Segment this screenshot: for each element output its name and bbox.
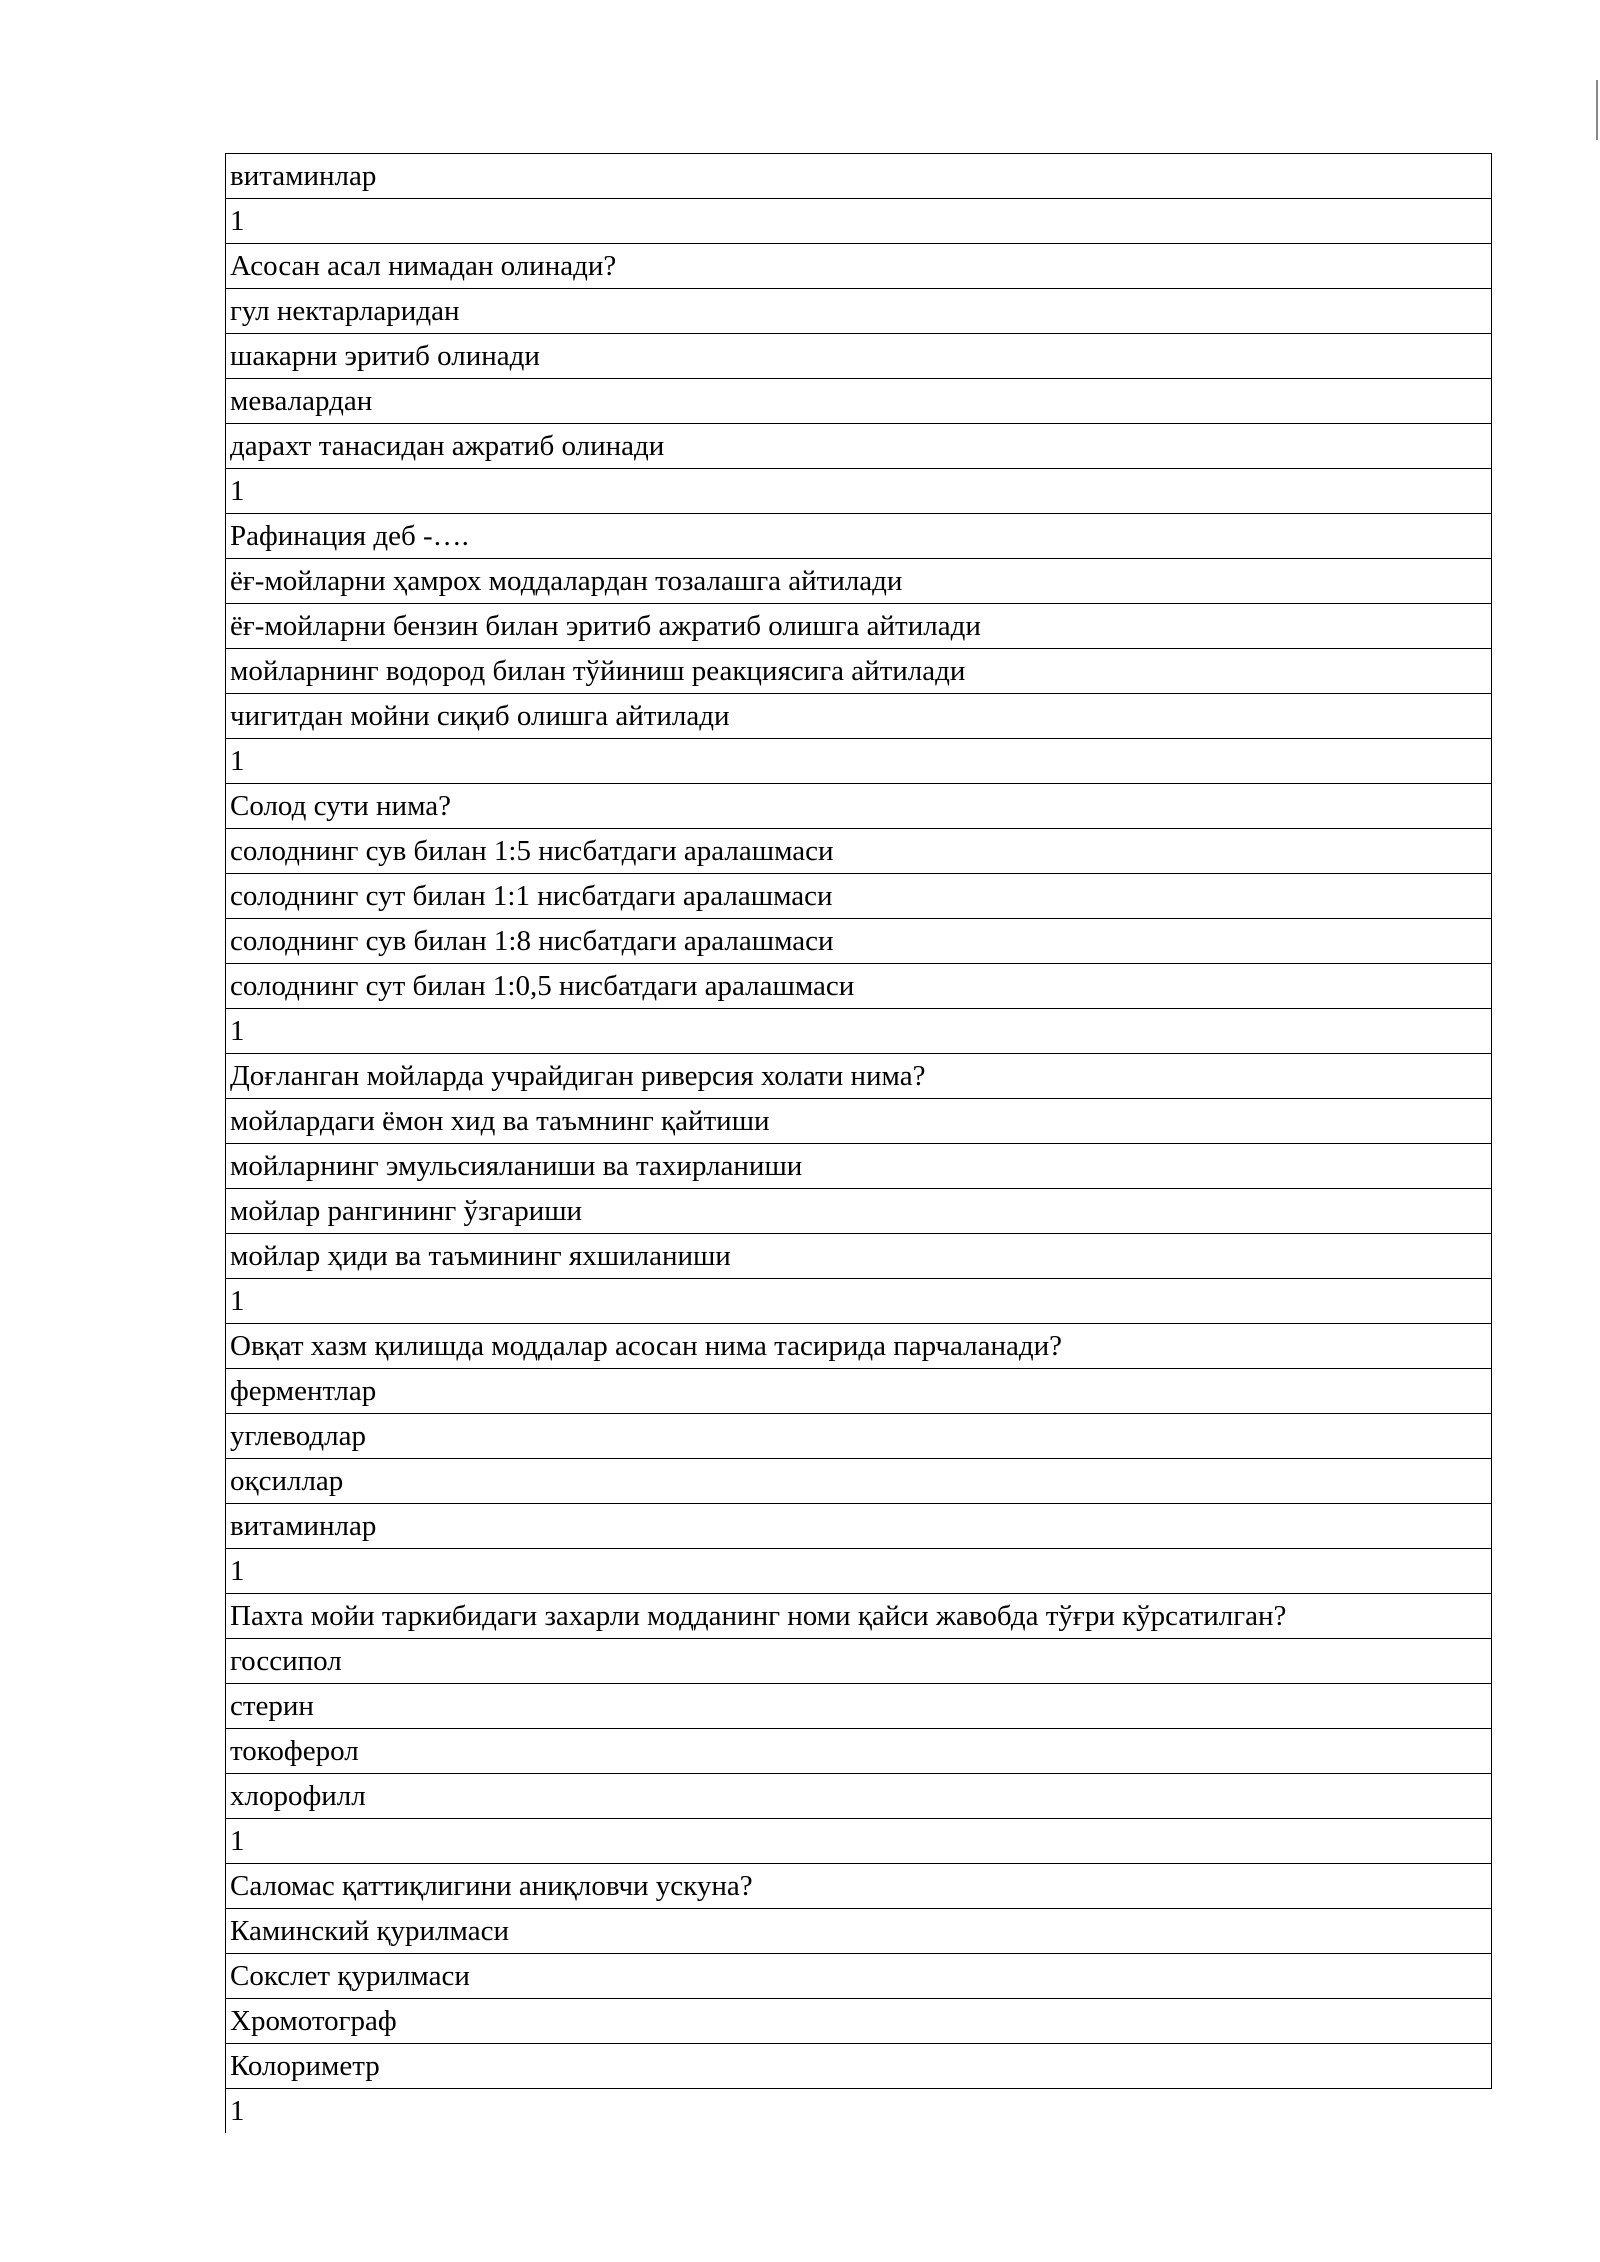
table-cell: 1 <box>226 1819 1492 1864</box>
table-row <box>226 154 1492 199</box>
table-cell: ёғ-мойларни бензин билан эритиб ажратиб олишга айтилади <box>226 604 1492 649</box>
table-row <box>226 1414 1492 1459</box>
table-cell: ёғ-мойларни ҳамрох моддалардан тозалашга айтилади <box>226 559 1492 604</box>
table-cell: 1 <box>226 469 1492 514</box>
table-row <box>226 964 1492 1009</box>
table-row <box>226 1639 1492 1684</box>
table-row <box>226 1684 1492 1729</box>
table-row <box>226 334 1492 379</box>
table-row <box>226 1324 1492 1369</box>
table-row <box>226 2089 1492 2134</box>
table-cell: солоднинг сут билан 1:1 нисбатдаги аралашмаси <box>226 874 1492 919</box>
table-row <box>226 199 1492 244</box>
table-row <box>226 649 1492 694</box>
table-cell: Пахта мойи таркибидаги захарли модданинг номи қайси жавобда тўғри кўрсатилган? <box>226 1594 1492 1639</box>
table-row <box>226 1909 1492 1954</box>
table-row <box>226 1279 1492 1324</box>
table-row <box>226 1459 1492 1504</box>
table-cell: мевалардан <box>226 379 1492 424</box>
table-cell: мойлар ҳиди ва таъмининг яхшиланиши <box>226 1234 1492 1279</box>
table-cell: чигитдан мойни сиқиб олишга айтилади <box>226 694 1492 739</box>
table-cell: Рафинация деб -…. <box>226 514 1492 559</box>
table-row <box>226 1774 1492 1819</box>
table-cell: токоферол <box>226 1729 1492 1774</box>
page-edge-mark <box>1596 80 1598 140</box>
table-row <box>226 559 1492 604</box>
table-row <box>226 1954 1492 1999</box>
table-cell: госсипол <box>226 1639 1492 1684</box>
table-cell: 1 <box>226 739 1492 784</box>
table-row <box>226 604 1492 649</box>
table-row <box>226 1099 1492 1144</box>
table-row <box>226 1999 1492 2044</box>
table-row <box>226 1054 1492 1099</box>
table-cell: витаминлар <box>226 154 1492 199</box>
table-cell: стерин <box>226 1684 1492 1729</box>
table-cell: витаминлар <box>226 1504 1492 1549</box>
table-cell: шакарни эритиб олинади <box>226 334 1492 379</box>
table-row <box>226 514 1492 559</box>
table-cell: Сокслет қурилмаси <box>226 1954 1492 1999</box>
table-cell: мойлар рангининг ўзгариши <box>226 1189 1492 1234</box>
table-cell: Овқат хазм қилишда моддалар асосан нима тасирида парчаланади? <box>226 1324 1492 1369</box>
table-row <box>226 874 1492 919</box>
table-cell: мойларнинг водород билан тўйиниш реакциясига айтилади <box>226 649 1492 694</box>
table-row <box>226 784 1492 829</box>
table-cell: Хромотограф <box>226 1999 1492 2044</box>
table-cell: 1 <box>226 1549 1492 1594</box>
table-row <box>226 244 1492 289</box>
table-cell: Доғланган мойларда учрайдиган риверсия холати нима? <box>226 1054 1492 1099</box>
table-cell: Саломас қаттиқлигини аниқловчи ускуна? <box>226 1864 1492 1909</box>
table-row <box>226 379 1492 424</box>
table-cell: хлорофилл <box>226 1774 1492 1819</box>
table-row <box>226 1594 1492 1639</box>
table-row <box>226 2044 1492 2089</box>
table-cell: 1 <box>226 1009 1492 1054</box>
table-cell: Каминский қурилмаси <box>226 1909 1492 1954</box>
table-row <box>226 1009 1492 1054</box>
table-row <box>226 919 1492 964</box>
table-cell: мойлардаги ёмон хид ва таъмнинг қайтиши <box>226 1099 1492 1144</box>
table-row <box>226 829 1492 874</box>
table-row <box>226 424 1492 469</box>
table-row <box>226 1549 1492 1594</box>
table-cell: Колориметр <box>226 2044 1492 2089</box>
table-cell: гул нектарларидан <box>226 289 1492 334</box>
table-cell: ферментлар <box>226 1369 1492 1414</box>
table-row <box>226 1189 1492 1234</box>
table-row <box>226 1234 1492 1279</box>
question-table-body <box>226 154 1492 2134</box>
table-cell: солоднинг сут билан 1:0,5 нисбатдаги аралашмаси <box>226 964 1492 1009</box>
table-row <box>226 1864 1492 1909</box>
table-row <box>226 1819 1492 1864</box>
table-cell: оқсиллар <box>226 1459 1492 1504</box>
table-cell: солоднинг сув билан 1:8 нисбатдаги аралашмаси <box>226 919 1492 964</box>
table-cell: углеводлар <box>226 1414 1492 1459</box>
table-row <box>226 1369 1492 1414</box>
table-row <box>226 1144 1492 1189</box>
table-row <box>226 1729 1492 1774</box>
table-cell: дарахт танасидан ажратиб олинади <box>226 424 1492 469</box>
table-row <box>226 739 1492 784</box>
table-cell: Асосан асал нимадан олинади? <box>226 244 1492 289</box>
table-cell: мойларнинг эмульсияланиши ва тахирланиши <box>226 1144 1492 1189</box>
question-table <box>225 153 1492 2133</box>
table-row <box>226 469 1492 514</box>
table-cell: Солод сути нима? <box>226 784 1492 829</box>
table-row <box>226 1504 1492 1549</box>
table-cell: 1 <box>226 1279 1492 1324</box>
table-row <box>226 694 1492 739</box>
table-row <box>226 289 1492 334</box>
table-cell: 1 <box>226 199 1492 244</box>
table-cell: солоднинг сув билан 1:5 нисбатдаги аралашмаси <box>226 829 1492 874</box>
table-cell: 1 <box>226 2089 1492 2134</box>
